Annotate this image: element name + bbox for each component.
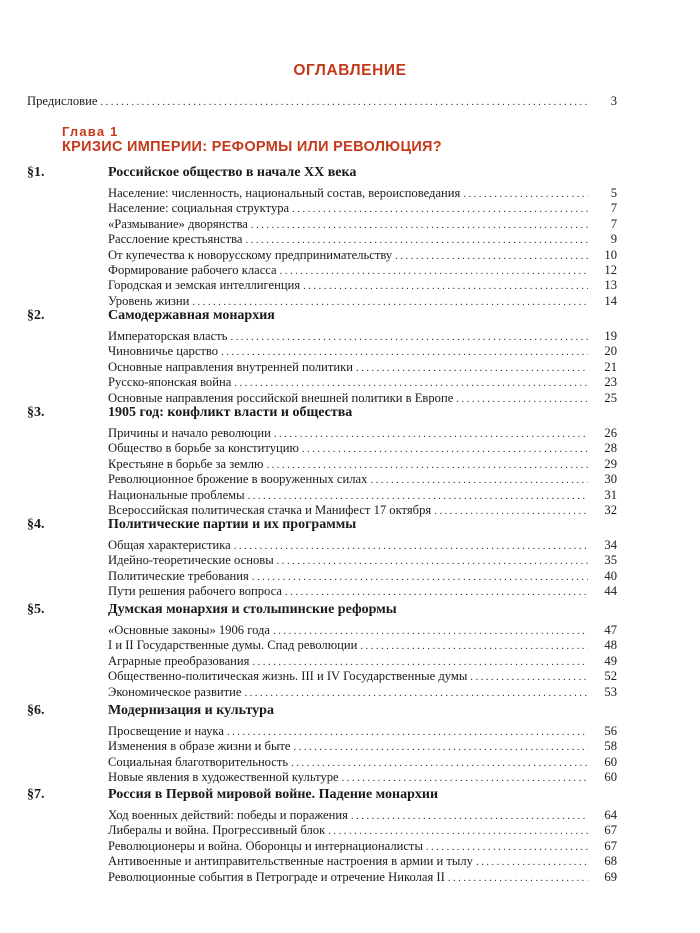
dot-leader: [252, 570, 588, 585]
section-heading[interactable]: [27, 517, 617, 537]
toc-row: [27, 94, 617, 109]
toc-row[interactable]: [108, 823, 617, 838]
page-title: ОГЛАВЛЕНИЕ: [293, 62, 407, 79]
toc-page-number: 7: [610, 216, 617, 231]
toc-row[interactable]: [108, 685, 617, 700]
toc-page-number: 58: [604, 739, 617, 754]
toc-entry-label: Общество в борьбе за конституцию: [108, 441, 299, 456]
chapter-number: Глава 1: [62, 124, 119, 139]
toc-page-number: 26: [604, 426, 617, 440]
toc-entry-label: Либералы и война. Прогрессивный блок: [108, 823, 326, 838]
toc-entry-label: Основные направления внутренней политики: [108, 359, 353, 374]
dot-leader: [395, 249, 588, 264]
toc-entry-label: Просвещение и наука: [108, 724, 224, 738]
toc-row[interactable]: [108, 391, 617, 406]
toc-entry-label: Основные направления российской внешней политики в Европе: [108, 390, 454, 405]
toc-page-number: 23: [604, 375, 617, 390]
toc-row[interactable]: [108, 263, 617, 278]
section-number: §4.: [27, 517, 45, 532]
toc-page-number: 47: [604, 623, 617, 637]
toc-page-number: 31: [604, 487, 617, 502]
toc-page-number: 14: [604, 293, 617, 308]
section-entries: [108, 724, 617, 786]
section-entries: [108, 186, 617, 309]
toc-row[interactable]: [108, 217, 617, 232]
toc-entry-label: Население: социальная структура: [108, 201, 290, 216]
toc-page-number: 67: [604, 823, 617, 838]
toc-row[interactable]: [108, 344, 617, 359]
dot-leader: [294, 740, 589, 755]
toc-row[interactable]: [108, 553, 617, 568]
toc-entry-label: Предисловие: [27, 94, 98, 108]
dot-leader: [280, 264, 588, 279]
section-number: §1.: [27, 165, 45, 180]
toc-page-number: 52: [604, 669, 617, 684]
dot-leader: [244, 686, 588, 701]
toc-row[interactable]: [108, 854, 617, 869]
section-number: §6.: [27, 703, 45, 718]
toc-row[interactable]: [108, 538, 617, 553]
section-1: [27, 165, 617, 309]
chapter-title: КРИЗИС ИМПЕРИИ: РЕФОРМЫ ИЛИ РЕВОЛЮЦИЯ?: [62, 139, 442, 155]
toc-entry-label: Расслоение крестьянства: [108, 232, 243, 247]
toc-page-number: 67: [604, 838, 617, 853]
section-2: [27, 308, 617, 406]
dot-leader: [221, 345, 588, 360]
toc-entry-label: Чиновничье царство: [108, 344, 219, 359]
toc-page-number: 10: [604, 247, 617, 262]
toc-page-number: 49: [604, 653, 617, 668]
section-title: Россия в Первой мировой войне. Падение монархии: [108, 787, 439, 802]
toc-row[interactable]: [108, 248, 617, 263]
toc-row[interactable]: [108, 294, 617, 309]
dot-leader: [328, 824, 588, 839]
toc-page-number: 28: [604, 441, 617, 456]
dot-leader: [285, 585, 588, 600]
dot-leader: [274, 427, 588, 442]
toc-entry-label: Общественно-политическая жизнь. III и IV Государственные думы: [108, 669, 468, 684]
section-heading[interactable]: [27, 165, 617, 185]
toc-entry-label: Экономическое развитие: [108, 684, 242, 699]
toc-row[interactable]: [108, 569, 617, 584]
dot-leader: [476, 855, 588, 870]
toc-row[interactable]: [108, 457, 617, 472]
section-5: [27, 602, 617, 700]
toc-page-number: 30: [604, 472, 617, 487]
dot-leader: [291, 756, 588, 771]
toc-page-number: 48: [604, 638, 617, 653]
section-3: [27, 405, 617, 518]
toc-row[interactable]: [108, 201, 617, 216]
section-number: §7.: [27, 787, 45, 802]
dot-leader: [370, 473, 588, 488]
toc-row[interactable]: [108, 654, 617, 669]
preface-entry[interactable]: [27, 94, 617, 109]
section-entries: [108, 329, 617, 406]
section-title: Российское общество в начале XX века: [108, 165, 357, 180]
dot-leader: [356, 361, 588, 376]
toc-row[interactable]: [108, 488, 617, 503]
dot-leader: [303, 279, 588, 294]
dot-leader: [448, 871, 588, 886]
toc-row[interactable]: [108, 739, 617, 754]
toc-page-number: 5: [610, 186, 617, 200]
dot-leader: [360, 639, 588, 654]
toc-page-number: 13: [604, 278, 617, 293]
section-title: Думская монархия и столыпинские реформы: [108, 602, 397, 617]
section-entries: [108, 426, 617, 518]
dot-leader: [245, 233, 588, 248]
chapter-heading: [62, 124, 442, 156]
dot-leader: [252, 655, 588, 670]
toc-entry-label: Пути решения рабочего вопроса: [108, 584, 283, 599]
toc-row[interactable]: [108, 278, 617, 293]
section-title: Модернизация и культура: [108, 703, 274, 718]
toc-entry-label: Политические требования: [108, 568, 249, 583]
toc-row[interactable]: [108, 472, 617, 487]
toc-page-number: 40: [604, 568, 617, 583]
toc-page-number: 35: [604, 553, 617, 568]
dot-leader: [351, 809, 588, 824]
toc-page-number: 21: [604, 359, 617, 374]
toc-row[interactable]: [108, 770, 617, 785]
toc-page-number: 60: [604, 770, 617, 785]
toc-entry-label: Формирование рабочего класса: [108, 262, 277, 277]
dot-leader: [302, 442, 588, 457]
toc-entry-label: Императорская власть: [108, 329, 228, 343]
toc-entry-label: Революционное брожение в вооруженных силах: [108, 472, 368, 487]
dot-leader: [248, 489, 588, 504]
toc-entry-label: Городская и земская интеллигенция: [108, 278, 301, 293]
toc-row[interactable]: [108, 638, 617, 653]
toc-entry-label: Аграрные преобразования: [108, 653, 250, 668]
toc-page-number: 20: [604, 344, 617, 359]
toc-row[interactable]: [108, 839, 617, 854]
toc-page-number: 64: [604, 808, 617, 822]
toc-row[interactable]: [108, 426, 617, 441]
dot-leader: [230, 330, 588, 345]
toc-row[interactable]: [108, 623, 617, 638]
dot-leader: [266, 458, 588, 473]
toc-entry-label: Революционеры и война. Оборонцы и интернационалисты: [108, 838, 423, 853]
toc-page-number: 25: [604, 390, 617, 405]
section-heading[interactable]: [27, 703, 617, 723]
toc-page-number: 34: [604, 538, 617, 552]
section-heading[interactable]: [27, 308, 617, 328]
toc-page-number: 29: [604, 456, 617, 471]
dot-leader: [273, 624, 588, 639]
toc-entry-label: Ход военных действий: победы и поражения: [108, 808, 348, 822]
toc-row[interactable]: [108, 360, 617, 375]
toc-row[interactable]: [108, 232, 617, 247]
dot-leader: [342, 771, 588, 786]
toc-entry-label: Национальные проблемы: [108, 487, 245, 502]
toc-entry-label: Уровень жизни: [108, 293, 190, 308]
toc-page-number: 19: [604, 329, 617, 343]
dot-leader: [426, 840, 588, 855]
toc-page-number: 68: [604, 854, 617, 869]
section-entries: [108, 808, 617, 885]
toc-entry-label: Революционные события в Петрограде и отречение Николая II: [108, 869, 445, 884]
section-number: §2.: [27, 308, 45, 323]
dot-leader: [227, 725, 588, 740]
toc-row[interactable]: [108, 755, 617, 770]
section-4: [27, 517, 617, 600]
toc-row[interactable]: [108, 441, 617, 456]
section-title: Самодержавная монархия: [108, 308, 275, 323]
section-heading[interactable]: [27, 602, 617, 622]
toc-page-number: 69: [604, 869, 617, 884]
toc-row[interactable]: [108, 329, 617, 344]
toc-entry-label: Антивоенные и антиправительственные настроения в армии и тылу: [108, 854, 473, 869]
toc-page-number: 56: [604, 724, 617, 738]
dot-leader: [100, 95, 588, 110]
toc-row[interactable]: [108, 870, 617, 885]
section-entries: [108, 538, 617, 600]
section-heading[interactable]: [27, 787, 617, 807]
toc-page-number: 60: [604, 754, 617, 769]
section-entries: [108, 623, 617, 700]
toc-page-number: 44: [604, 584, 617, 599]
toc-page-number: 53: [604, 684, 617, 699]
toc-entry-label: Идейно-теоретические основы: [108, 553, 274, 568]
section-number: §5.: [27, 602, 45, 617]
toc-page-number: 12: [604, 262, 617, 277]
dot-leader: [463, 187, 588, 202]
dot-leader: [292, 202, 588, 217]
toc-entry-label: Крестьяне в борьбе за землю: [108, 456, 264, 471]
toc-entry-label: Русско-японская война: [108, 375, 232, 390]
toc-entry-label: Причины и начало революции: [108, 426, 271, 440]
toc-page-number: 9: [610, 232, 617, 247]
toc-page-number: 7: [610, 201, 617, 216]
toc-entry-label: «Основные законы» 1906 года: [108, 623, 271, 637]
toc-page-number: 32: [604, 502, 617, 517]
toc-row[interactable]: [108, 584, 617, 599]
toc-row[interactable]: [108, 724, 617, 739]
toc-row[interactable]: [108, 808, 617, 823]
toc-page-number: 3: [610, 94, 617, 108]
dot-leader: [234, 539, 588, 554]
section-6: [27, 703, 617, 786]
section-title: 1905 год: конфликт власти и общества: [108, 405, 353, 420]
toc-entry-label: От купечества к новорусскому предпринимательству: [108, 247, 393, 262]
toc-entry-label: Общая характеристика: [108, 538, 231, 552]
dot-leader: [470, 670, 588, 685]
toc-entry-label: Изменения в образе жизни и быте: [108, 739, 291, 754]
dot-leader: [251, 218, 588, 233]
section-title: Политические партии и их программы: [108, 517, 357, 532]
toc-row[interactable]: [108, 375, 617, 390]
dot-leader: [277, 554, 588, 569]
toc-row[interactable]: [108, 186, 617, 201]
toc-row[interactable]: [108, 669, 617, 684]
toc-entry-label: Новые явления в художественной культуре: [108, 770, 339, 785]
section-heading[interactable]: [27, 405, 617, 425]
toc-entry-label: I и II Государственные думы. Спад революции: [108, 638, 358, 653]
toc-entry-label: Всероссийская политическая стачка и Манифест 17 октября: [108, 502, 432, 517]
dot-leader: [234, 376, 588, 391]
toc-entry-label: Социальная благотворительность: [108, 754, 289, 769]
section-7: [27, 787, 617, 885]
toc-entry-label: «Размывание» дворянства: [108, 216, 248, 231]
toc-entry-label: Население: численность, национальный состав, вероисповедания: [108, 186, 461, 200]
section-number: §3.: [27, 405, 45, 420]
